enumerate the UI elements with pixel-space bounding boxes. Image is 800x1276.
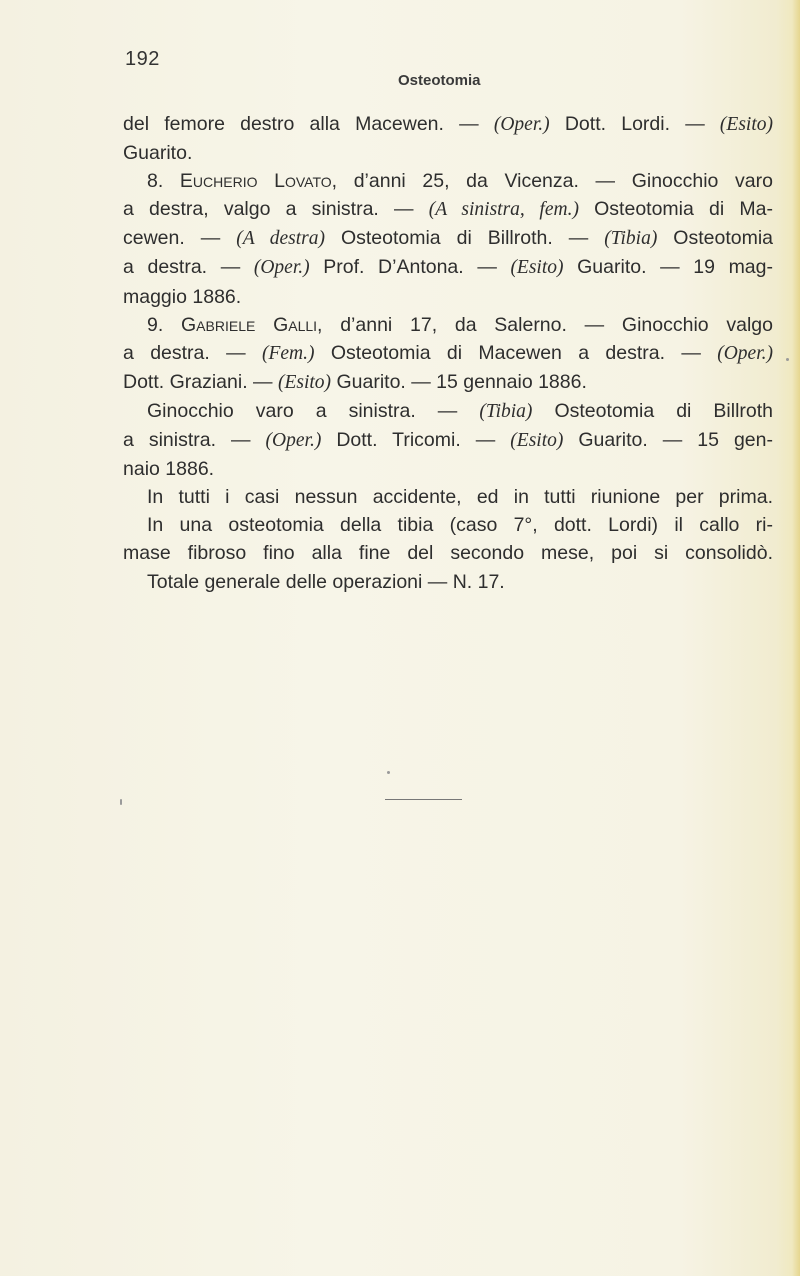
body-text xyxy=(123,110,773,596)
text-line: Ginocchio varo a sinistra. — (Tibia) Osteotomia di Billroth xyxy=(147,399,773,422)
text-line: Guarito. xyxy=(123,142,193,165)
paper-speck xyxy=(387,771,390,774)
case-8-heading: 8. Eucherio Lovato, d’anni 25, da Vicenza. — Ginocchio varo xyxy=(147,170,773,193)
page-number: 192 xyxy=(125,48,160,70)
patient-name: Eucherio Lovato xyxy=(179,170,332,193)
text-line: del femore destro alla Macewen. — (Oper.) Dott. Lordi. — (Esito) xyxy=(123,113,773,135)
summary-line: In tutti i casi nessun accidente, ed in tutti riunione per prima. xyxy=(147,486,773,509)
closing-rule xyxy=(385,799,462,800)
text-line: cewen. — (A destra) Osteotomia di Billroth. — (Tibia) Osteotomia xyxy=(123,227,774,250)
summary-line: In una osteotomia della tibia (caso 7°, dott. Lordi) il callo ri- xyxy=(147,514,773,537)
total-line: Totale generale delle operazioni — N. 17. xyxy=(147,570,505,593)
summary-line: mase fibroso fino alla fine del secondo mese, poi si consolidò. xyxy=(123,542,773,565)
paper-speck xyxy=(120,799,122,805)
patient-name: Gabriele Galli xyxy=(181,313,318,336)
text-line: naio 1886. xyxy=(123,458,215,481)
text-line: a destra. — (Oper.) Prof. D’Antona. — (Esito) Guarito. — 19 mag- xyxy=(123,256,773,279)
paper-speck xyxy=(786,358,789,361)
text-line: a destra, valgo a sinistra. — (A sinistra, fem.) Osteotomia di Ma- xyxy=(123,198,773,221)
text-line: maggio 1886. xyxy=(123,285,242,308)
running-head: Osteotomia xyxy=(398,72,481,89)
text-line: Dott. Graziani. — (Esito) Guarito. — 15 gennaio 1886. xyxy=(123,370,587,393)
page-edge-shadow xyxy=(792,0,800,1276)
text-line: a destra. — (Fem.) Osteotomia di Macewen a destra. — (Oper.) xyxy=(123,341,773,364)
case-9-heading: 9. Gabriele Galli, d’anni 17, da Salerno. — Ginocchio valgo xyxy=(147,313,773,336)
text-line: a sinistra. — (Oper.) Dott. Tricomi. — (Esito) Guarito. — 15 gen- xyxy=(123,429,773,452)
